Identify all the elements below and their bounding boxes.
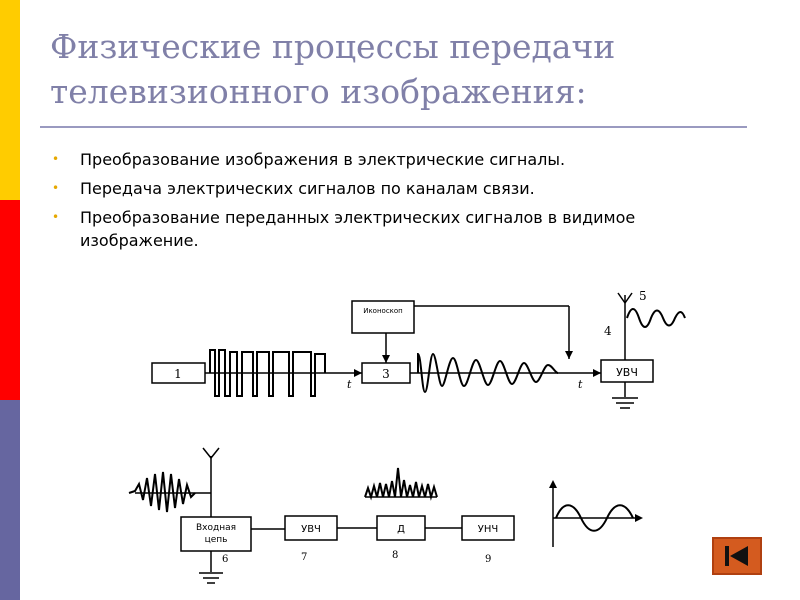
bullet-item-1 bbox=[50, 148, 750, 171]
receiver-antenna-arm-right bbox=[211, 448, 219, 458]
t-axis-label-2: t bbox=[578, 378, 583, 391]
arrow-to-uvch-top bbox=[565, 351, 573, 359]
sidebar-red-segment bbox=[0, 200, 20, 400]
bullet-marker-icon: • bbox=[52, 152, 60, 166]
slide-title-line-1: Физические процессы передачи bbox=[50, 27, 616, 66]
iconoscope-block bbox=[352, 301, 414, 333]
slide-title-line-2: телевизионного изображения: bbox=[50, 72, 587, 111]
bullet-marker-icon: • bbox=[52, 181, 60, 195]
arrow-to-block-3 bbox=[354, 369, 362, 377]
label-6: 6 bbox=[222, 554, 229, 565]
uvch-transmitter-label: УВЧ bbox=[616, 366, 638, 379]
skip-to-start-icon bbox=[714, 539, 760, 573]
antenna-arm-left bbox=[618, 293, 625, 303]
bullet-item-2 bbox=[50, 177, 750, 200]
detector-label: Д bbox=[397, 524, 405, 535]
slide-title bbox=[50, 24, 750, 114]
receiver-uvch-label: УВЧ bbox=[301, 524, 321, 535]
label-8: 8 bbox=[392, 550, 399, 561]
bullet-text-1: Преобразование изображения в электрические сигналы. bbox=[80, 150, 566, 169]
bullet-text-2: Передача электрических сигналов по каналам связи. bbox=[80, 179, 535, 198]
block-1-label: 1 bbox=[174, 367, 182, 381]
t-axis-label-1: t bbox=[347, 378, 352, 391]
antenna-arm-right bbox=[625, 293, 632, 303]
label-9: 9 bbox=[485, 554, 492, 565]
arrow-iconoscope-to-3 bbox=[382, 355, 390, 363]
output-axis-arrow-up bbox=[549, 480, 557, 488]
sidebar-blue-segment bbox=[0, 400, 20, 600]
input-circuit-label-1: Входная bbox=[195, 523, 237, 533]
iconoscope-label: Иконоскоп bbox=[363, 307, 403, 315]
bullet-list bbox=[50, 148, 750, 258]
label-7: 7 bbox=[301, 552, 308, 563]
output-axis-arrow-right bbox=[635, 514, 643, 522]
unch-label: УНЧ bbox=[477, 524, 499, 535]
bullet-marker-icon: • bbox=[52, 210, 60, 224]
arrow-to-uvch bbox=[593, 369, 601, 377]
receiver-antenna-arm-left bbox=[203, 448, 211, 458]
skip-to-start-button[interactable] bbox=[712, 537, 762, 575]
block-3-label: 3 bbox=[382, 367, 390, 381]
label-4: 4 bbox=[604, 324, 612, 338]
sidebar-yellow-segment bbox=[0, 0, 20, 200]
bullet-text-3: Преобразование переданных электрических сигналов в видимое изображение. bbox=[80, 208, 636, 250]
radiated-wave bbox=[627, 309, 685, 327]
detected-signal-waveform bbox=[365, 468, 437, 497]
label-5: 5 bbox=[639, 289, 647, 303]
bullet-item-3 bbox=[50, 206, 750, 252]
tv-transmission-diagram bbox=[115, 272, 710, 590]
input-circuit-label-2: цепь bbox=[204, 535, 228, 545]
title-divider bbox=[40, 126, 747, 128]
received-signal-waveform bbox=[129, 472, 195, 512]
